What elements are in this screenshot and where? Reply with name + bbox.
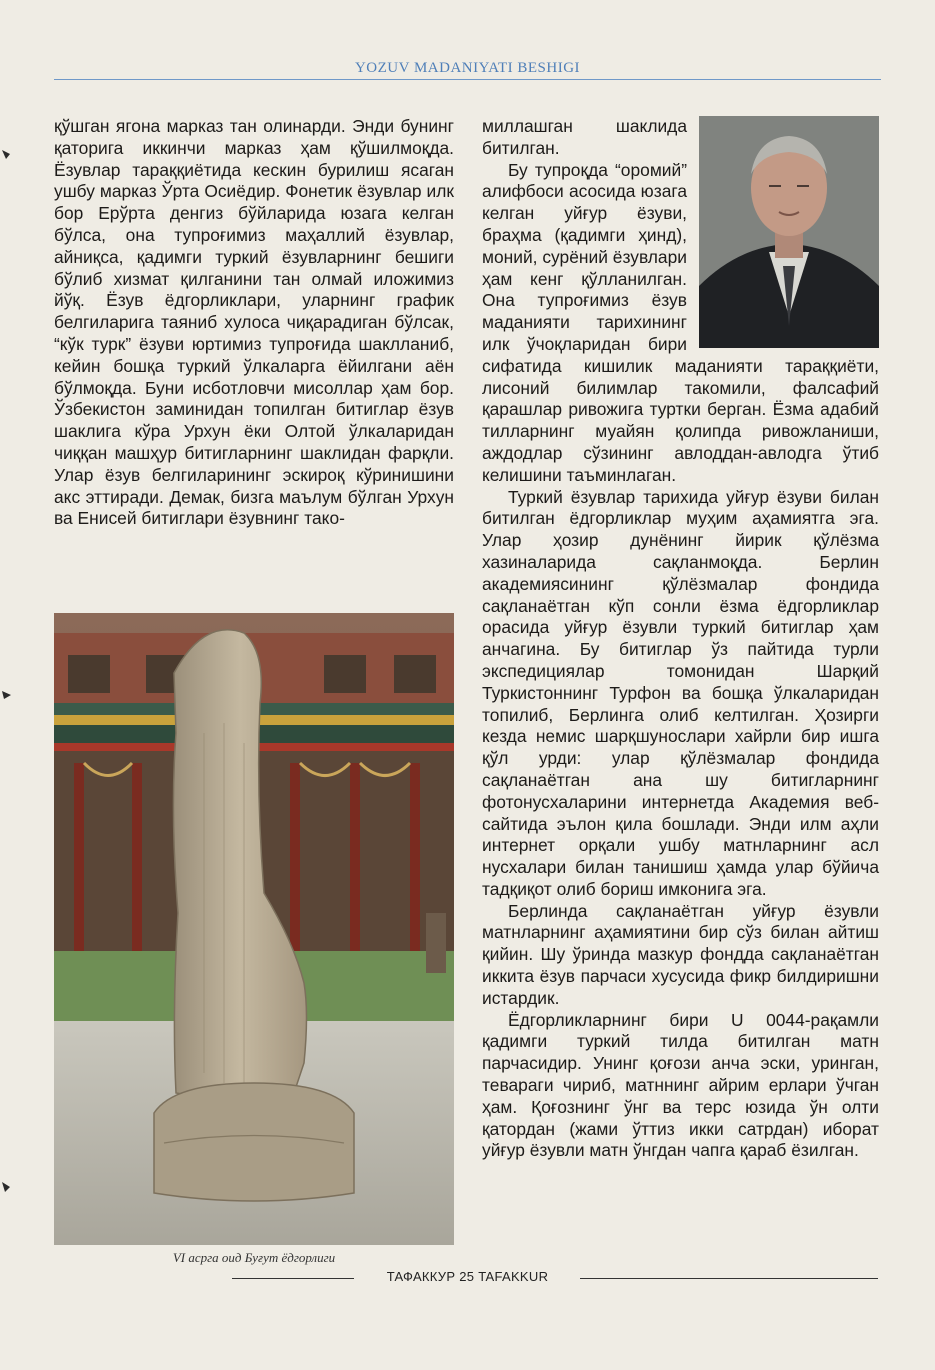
punch-hole-mark [0, 688, 14, 702]
footer-text: ТАФАККУР 25 TAFAKKUR [375, 1269, 561, 1284]
left-paragraph-1: қўшган ягона марказ тан олинарди. Энди бунинг қаторига иккинчи марказ ҳам қўшилмоқда. Ёзувлар тараққиётида кескин бурилиш ясаган ушбу марказ Ўрта Осиёдир. Фонетик ёзувлар илк бор Ерўрта денгиз бўйларида юзага келган бўлса, она тупроғимиз маҳаллий ёзувлар, айниқса, қадимги туркий ёзувларнинг бешиги бўлиб хизмат қилганини тан олмай иложимиз йўқ. Ёзув ёдгорликлари, уларнинг график белгиларига таяниб хулоса чиқарадиган бўлсак, “кўк турк” ёзуви юртимиз тупроғида шаклланиб, кейин бошқа туркий ўлкаларга ёйилгани аён бўлмоқда. Буни исботловчи мисоллар ҳам бор. Ўзбекистон заминидан топилган битиглар ёзув шаклига кўра Урхун ёки Олтой ўлкаларидан чиққан машҳур битигларнинг шаклидан фарқли. Улар ёзув белгиларининг эскироқ кўринишини акс эттиради. Демак, бизга маълум бўлган Урхун ва Енисей битиглари ёзувнинг тако- [54, 116, 454, 529]
right-paragraph-5: Ёдгорликларнинг бири U 0044-рақамли қадимги туркий тилда битилган матн парчасидир. Унинг қоғози анча эски, уринган, тевараги чириб, матннинг айрим ерлари ўчган ҳам. Қоғознинг ўнг ва терс юзида ўн олти қатордан (жами ўттиз икки сатрдан) иборат уйғур ёзувли матн ўнгдан чапга қараб ёзилган. [482, 1009, 879, 1161]
author-portrait-photo [699, 116, 879, 348]
left-column [54, 116, 454, 530]
right-column [482, 116, 879, 1162]
right-paragraph-4: Берлинда сақланаётган уйғур ёзувли матнларнинг аҳамиятини бир сўз билан айтиш қийин. Шу ўринда мазкур фондда сақланаётган иккита ёзув парчаси хусусида фикр билдиришни истардик. [482, 900, 879, 1008]
right-paragraph-3: Туркий ёзувлар тарихида уйғур ёзуви билан битилган ёдгорликлар муҳим аҳамиятга эга. Улар ҳозир дунёнинг йирик қўлёзма хазиналарида сақланмоқда. Берлин академиясининг қўлёзмалар фондида сақланаётган кўп сонли ёзма ёдгорликлар орасида уйғур ёзувли туркий битиглар ҳам анчагина. Бу битиглар ўз пайтида турли экспедициялар томонидан Шарқий Туркистоннинг Турфон ва бошқа ўлкаларидан топилиб, Берлинга олиб келтилган. Ҳозирги кезда немис шарқшунослари хайрли бир ишга қўл урди: улар қўлёзмалар фондида сақланаётган ана шу битигларнинг фотонусхаларини интернетда Академия веб-сайтида эълон қила бошлади. Энди илм аҳли интернет орқали ушбу матнларнинг асл нусхалари билан танишиш ҳамда улар бўйича тадқиқот олиб бориш имконига эга. [482, 486, 879, 899]
bugut-monument-photo [54, 613, 454, 1245]
right-paragraph-1: миллашган шаклида битилган. [482, 116, 687, 158]
page-footer [0, 1269, 935, 1284]
punch-hole-mark [0, 148, 14, 162]
header-rule [54, 79, 881, 80]
right-paragraph-2: Бу тупроқда “оромий” алифбоси асосида юзага келган уйғур ёзуви, браҳма (қадимги ҳинд), моний, сурёний ёзувлари ҳам кенг қўлланилган. Она тупроғимиз ёзув маданияти тарихининг илк ўчоқларидан бири сифатида кишилик маданияти тараққиёти, лисоний билимлар такомили, фалсафий қарашлар ривожига туртки берган. Ёзма адабий тилларнинг муайян қолипда ривожланиши, аждодлар сўзининг авлоддан-авлодга ўтиб келишини таъминлаган. [482, 159, 879, 485]
running-title: YOZUV MADANIYATI BESHIGI [354, 60, 581, 76]
figure-caption: VI асрга оид Буғут ёдгорлиги [172, 1250, 336, 1265]
punch-hole-mark [0, 1180, 14, 1194]
